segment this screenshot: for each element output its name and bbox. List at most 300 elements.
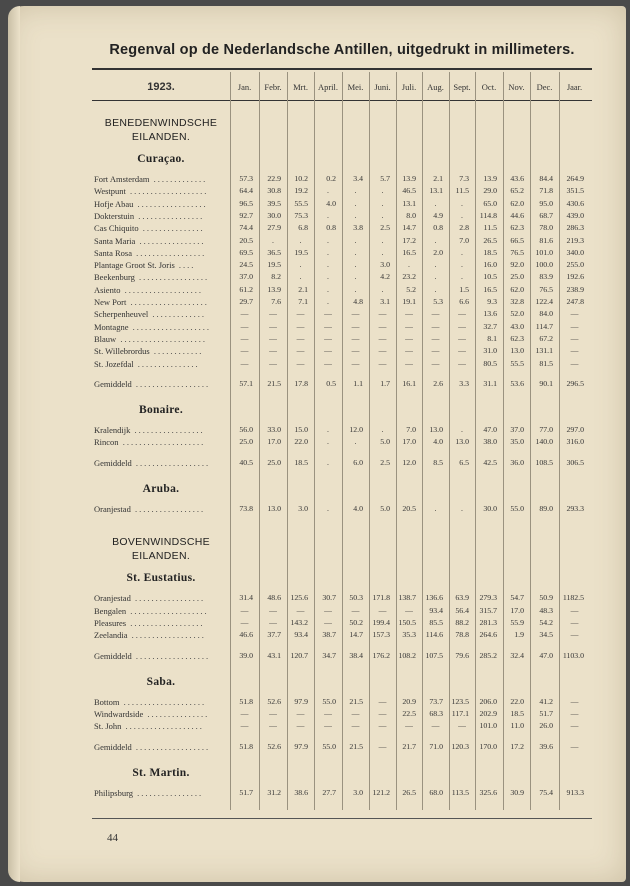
leader-dots: .................... [119,696,207,707]
table-cell: 44.6 [510,210,524,220]
table-cell: 108.5 [535,457,553,467]
station-name: Bengalen [94,605,127,616]
table-cell: 143.2 [290,617,308,627]
table-cell: 62.0 [510,284,524,294]
table-cell: — [269,309,277,319]
table-cell: . [461,425,463,435]
month-header: Febr. [264,82,282,92]
table-cell: 199.4 [372,617,390,627]
table-cell: 0.5 [326,378,336,388]
month-header: Mrt. [293,82,308,92]
table-cell: 25.0 [239,437,253,447]
table-cell: . [354,186,357,196]
station-name: Gemiddeld [94,378,132,389]
station-label [94,321,211,333]
month-header: Jaar. [566,82,583,92]
table-cell: . [354,437,357,447]
table-cell: 81.5 [539,358,553,368]
table-cell: — [431,721,440,731]
table-cell: 55.0 [322,696,336,706]
table-cell: — [351,333,360,343]
table-cell: 35.0 [510,437,524,447]
station-label [94,617,204,629]
station-label [94,629,206,641]
leader-dots: ................... [126,605,209,616]
table-cell: 11.5 [455,186,469,196]
station-label [94,333,207,345]
table-row [8,592,626,604]
island-name: Bonaire. [138,404,184,417]
table-cell: 18.5 [294,457,308,467]
island-name: Aruba. [142,483,180,495]
station-name: Scherpenheuvel [94,309,149,320]
table-cell: . [327,186,329,196]
table-cell: — [378,309,387,319]
table-cell: 255.0 [566,260,584,270]
table-cell: 13.0 [267,504,281,513]
table-cell: 19.5 [294,247,308,257]
table-cell: 0.8 [433,223,443,233]
table-cell: 7.6 [271,297,281,306]
table-cell: 22.0 [510,696,524,706]
table-cell: 5.0 [380,504,390,513]
leader-dots: ............... [138,223,205,234]
station-label [94,198,208,210]
page-title: Regenval op de Nederlandsche Antillen, uitgedrukt in millimeters. [109,42,575,58]
station-name: Hofje Abau [94,198,134,209]
table-cell: 306.5 [566,457,584,467]
table-cell: 47.0 [539,650,553,660]
table-cell: — [570,696,579,706]
table-row [8,235,626,247]
table-cell: — [296,309,305,319]
table-cell: . [327,260,329,270]
table-cell: — [240,709,249,719]
table-cell: 11.5 [483,223,497,233]
table-cell: 26.5 [402,788,416,797]
table-cell: 69.5 [239,247,253,257]
leader-dots: ................. [134,272,210,283]
table-cell: — [570,333,579,343]
station-name: Bottom [94,696,120,707]
station-label [94,358,200,370]
table-cell: — [269,709,277,719]
table-cell: — [458,309,466,319]
leader-dots: .... [174,260,196,271]
table-cell: 13.6 [483,309,497,319]
leader-dots: ............... [133,358,200,369]
table-cell: — [458,333,466,343]
table-cell: . [381,210,384,220]
month-header: Jan. [237,82,252,92]
table-cell: 7.3 [459,174,469,183]
table-row [8,210,626,222]
table-cell: 19.1 [402,297,416,306]
table-cell: — [431,333,440,343]
table-cell: 7.0 [459,235,469,245]
table-cell: 14.7 [402,223,416,233]
table-cell: 150.5 [398,617,416,627]
table-cell: 38.6 [294,788,308,797]
table-row [8,629,626,641]
table-cell: 43.0 [510,321,524,331]
station-label [94,696,206,708]
station-label [94,235,205,247]
island-name: St. Eustatius. [126,572,196,585]
table-cell: . [408,260,410,270]
table-cell: — [351,358,360,368]
table-cell: 2.1 [298,284,308,294]
table-cell: . [434,260,437,270]
bottom-rule [92,818,592,819]
station-label [94,247,206,259]
table-cell: 71.0 [429,741,443,751]
leader-dots: .................. [131,378,211,389]
table-cell: 38.0 [483,437,497,447]
leader-dots: ............. [149,174,208,184]
table-cell: 68.7 [539,210,553,220]
table-cell: 30.9 [510,788,524,797]
table-cell: 1.1 [353,378,363,388]
table-cell: . [461,272,463,282]
table-cell: 80.5 [483,358,497,368]
table-cell: — [570,630,579,640]
table-cell: . [299,272,302,282]
table-cell: . [381,425,384,435]
table-cell: 1103.0 [562,650,584,660]
table-cell: 22.0 [294,437,308,447]
island-name: Saba. [146,675,176,688]
table-cell: 3.8 [353,223,363,233]
month-header: Nov. [508,82,525,92]
table-cell: 8.2 [271,272,281,282]
table-cell: 97.9 [294,696,308,706]
table-cell: 430.6 [566,198,584,208]
leader-dots: ................... [128,321,211,332]
table-cell: — [269,721,277,731]
table-cell: 52.6 [267,741,281,751]
table-cell: 219.3 [566,235,584,245]
table-cell: . [354,235,357,245]
table-cell: . [434,504,437,513]
station-label [94,210,204,222]
table-cell: 30.7 [322,593,336,603]
table-cell: — [378,721,387,731]
table-cell: 913.3 [566,788,584,797]
table-row [8,436,626,448]
table-cell: — [570,605,579,615]
table-cell: 17.0 [267,437,281,447]
table-cell: 11.0 [510,721,524,731]
leader-dots: ................ [135,235,206,246]
table-cell: — [324,333,332,343]
table-cell: 31.2 [267,788,281,797]
station-label [94,296,209,308]
table-cell: 34.7 [322,650,336,660]
table-cell: — [570,309,579,319]
table-cell: 64.4 [239,186,253,196]
average-row [8,650,626,662]
station-label [94,650,210,662]
table-cell: . [327,210,329,220]
table-row [8,720,626,732]
table-cell: 101.0 [479,721,497,731]
table-cell: . [327,437,329,447]
table-cell: 83.9 [539,272,553,282]
table-cell: . [434,284,437,294]
table-cell: . [461,198,463,208]
station-label [94,741,210,753]
table-cell: 38.4 [349,650,363,660]
table-cell: — [269,346,277,356]
table-cell: — [240,333,249,343]
table-cell: 46.6 [239,630,253,640]
table-cell: 7.1 [298,297,308,306]
table-cell: — [458,321,466,331]
table-cell: . [327,297,329,306]
table-cell: 5.3 [433,297,443,306]
table-cell: 36.0 [510,457,524,467]
table-cell: 33.0 [267,425,281,435]
table-cell: — [296,709,305,719]
table-cell: . [461,260,463,270]
station-name: Rincon [94,437,119,448]
table-cell: 93.4 [429,605,443,615]
table-cell: 264.6 [479,630,497,640]
table-cell: — [378,346,387,356]
month-header: Aug. [427,82,444,92]
station-label [94,284,203,296]
table-cell: 15.0 [294,425,308,435]
station-name: Plantage Groot St. Joris [94,260,175,271]
station-label [94,308,206,320]
table-row [8,333,626,345]
month-header: Oct. [481,82,497,92]
table-cell: 43.6 [510,174,524,183]
station-name: St. Willebrordus [94,346,150,357]
leader-dots: .................. [131,457,211,468]
table-cell: — [351,605,360,615]
page-number: 44 [107,832,118,844]
table-cell: 77.0 [539,425,553,435]
table-cell: 22.9 [267,174,281,183]
table-cell: 84.0 [539,309,553,319]
table-cell: — [296,346,305,356]
table-cell: . [299,260,302,270]
table-cell: 114.8 [479,210,497,220]
station-name: Cas Chiquito [94,223,139,234]
table-cell: 21.5 [349,741,363,751]
leader-dots: ................ [133,788,204,798]
table-cell: 316.0 [566,437,584,447]
table-cell: . [354,260,357,270]
table-cell: 1182.5 [562,593,584,603]
station-label [94,222,205,234]
table-cell: . [327,247,329,257]
table-cell: — [458,358,466,368]
leader-dots: ................. [130,593,206,604]
table-cell: 51.8 [239,696,253,706]
table-cell: — [269,321,277,331]
table-cell: — [570,721,579,731]
table-cell: — [405,358,413,368]
table-cell: 78.8 [455,630,469,640]
month-header: Juli. [401,82,417,92]
table-cell: — [431,346,440,356]
table-cell: 117.1 [451,709,469,719]
table-cell: 13.0 [510,346,524,356]
table-cell: 8.0 [406,210,416,220]
table-cell: 29.0 [483,186,497,196]
leader-dots: ............... [143,709,210,720]
table-cell: 17.2 [402,235,416,245]
table-cell: 279.3 [479,593,497,603]
table-cell: 39.5 [267,198,281,208]
table-cell: 264.9 [566,174,584,183]
table-row [8,247,626,259]
table-cell: 315.7 [479,605,497,615]
table-cell: 114.7 [535,321,553,331]
table-cell: 30.0 [483,504,497,513]
table-cell: — [240,721,249,731]
table-cell: 21.5 [349,696,363,706]
table-cell: 10.5 [483,272,497,282]
table-cell: 32.4 [510,650,524,660]
table-cell: — [405,721,413,731]
leader-dots: .................... [118,437,206,448]
table-cell: 281.3 [479,617,497,627]
station-label [94,592,205,604]
table-cell: 18.5 [510,709,524,719]
table-cell: 3.3 [459,378,469,388]
table-cell: 121.2 [372,788,390,797]
table-cell: 101.0 [535,247,553,257]
table-cell: — [296,721,305,731]
table-cell: — [378,709,387,719]
station-label [94,720,204,732]
table-cell: 238.9 [566,284,584,294]
table-cell: — [378,321,387,331]
table-cell: 84.4 [539,174,553,183]
table-cell: 48.6 [267,593,281,603]
table-cell: 39.6 [539,741,553,751]
table-cell: — [296,333,305,343]
table-cell: 40.5 [239,457,253,467]
table-cell: — [405,309,413,319]
table-cell: 73.7 [429,696,443,706]
station-label [94,605,209,617]
table-row [8,222,626,234]
table-cell: 42.5 [483,457,497,467]
table-cell: 22.5 [402,709,416,719]
table-cell: 140.0 [535,437,553,447]
table-cell: 56.0 [239,425,253,435]
table-cell: . [354,284,357,294]
table-row [8,787,626,799]
table-cell: 2.6 [433,378,443,388]
table-cell: 100.0 [535,260,553,270]
leader-dots: ................... [121,721,204,732]
month-header: April. [317,82,339,92]
table-cell: 2.1 [433,174,443,183]
table-cell: 66.5 [510,235,524,245]
table-cell: 3.0 [380,260,390,270]
document-page [8,6,626,882]
leader-dots: ................ [134,210,205,221]
table-cell: . [381,284,384,294]
table-cell: — [431,358,440,368]
table-cell: 5.2 [406,284,416,294]
table-cell: — [405,333,413,343]
header-rule-top [92,68,592,70]
table-cell: 61.2 [239,284,253,294]
table-cell: — [324,358,332,368]
table-cell: 7.0 [406,425,416,435]
table-cell: . [381,235,384,245]
table-cell: 3.1 [380,297,390,306]
table-cell: 6.5 [459,457,469,467]
table-cell: — [570,741,579,751]
leader-dots: ............. [148,309,207,320]
table-cell: — [570,321,579,331]
table-cell: — [405,605,413,615]
table-cell: 1.5 [459,284,469,294]
table-row [8,358,626,370]
table-cell: — [269,358,277,368]
station-label [94,787,203,799]
table-cell: 31.1 [483,378,497,388]
station-label [94,708,209,720]
table-cell: 4.0 [326,198,336,208]
station-label [94,424,205,436]
station-name: Santa Maria [94,235,136,246]
table-cell: 96.5 [239,198,253,208]
station-name: Windwardside [94,709,144,720]
table-cell: 25.0 [510,272,524,282]
table-cell: 3.0 [298,504,308,513]
table-cell: 30.0 [267,210,281,220]
station-name: St. John [94,721,122,732]
table-cell: 52.6 [267,696,281,706]
table-cell: 170.0 [479,741,497,751]
table-cell: 6.8 [298,223,308,233]
table-cell: 340.0 [566,247,584,257]
table-cell: 5.7 [380,174,390,183]
table-cell: . [381,198,384,208]
station-name: Montagne [94,321,129,332]
table-cell: . [354,198,357,208]
table-cell: 26.0 [539,721,553,731]
table-cell: 41.2 [539,696,553,706]
table-cell: 107.5 [425,650,443,660]
table-cell: 21.7 [402,741,416,751]
table-cell: . [354,247,357,257]
leader-dots: ................. [130,504,206,514]
table-cell: 56.4 [455,605,469,615]
table-cell: . [327,235,329,245]
table-cell: 13.1 [429,186,443,196]
table-cell: — [269,617,277,627]
table-cell: . [461,210,463,220]
table-cell: 138.7 [398,593,416,603]
table-cell: — [240,617,249,627]
table-cell: — [269,333,277,343]
table-cell: 85.5 [429,617,443,627]
table-cell: 97.9 [294,741,308,751]
table-row [8,503,626,515]
table-cell: 68.0 [429,788,443,797]
island-name: Curaçao. [137,153,185,165]
